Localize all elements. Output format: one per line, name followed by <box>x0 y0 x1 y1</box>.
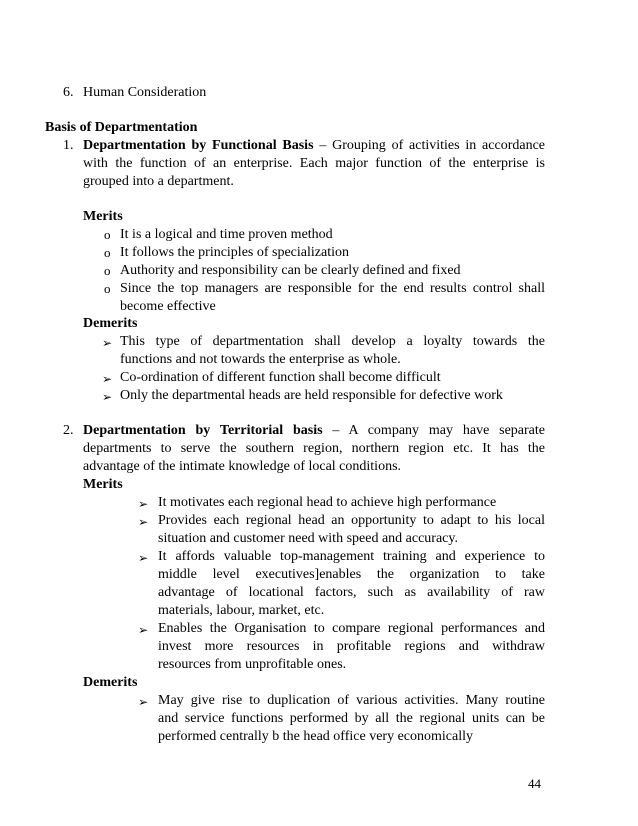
paragraph-line: departments to serve the southern region, northern region etc. It has the <box>83 441 545 456</box>
list-item-continuation: situation and customer need with speed and accuracy. <box>158 531 458 546</box>
list-item-continuation: and service functions performed by all the regional units can be <box>158 711 545 726</box>
list-item: Authority and responsibility can be clearly defined and fixed <box>120 263 461 278</box>
page-number: 44 <box>528 776 541 791</box>
list-item-continuation: advantage of locational factors, such as availability of raw <box>158 585 545 600</box>
demerits-label: Demerits <box>83 316 138 331</box>
paragraph-line <box>83 422 545 440</box>
list-item: It is a logical and time proven method <box>120 227 333 242</box>
list-item-continuation: resources from unprofitable ones. <box>158 657 347 672</box>
list-number: 2. <box>63 423 74 438</box>
arrow-bullet-icon: ➢ <box>102 372 113 386</box>
list-item: Co-ordination of different function shall become difficult <box>120 370 441 385</box>
arrow-bullet-icon: ➢ <box>102 336 113 350</box>
paragraph-line: advantage of the intimate knowledge of local conditions. <box>83 459 402 474</box>
arrow-bullet-icon: ➢ <box>138 551 149 565</box>
list-item-continuation: middle level executives]enables the organization to take <box>158 567 545 582</box>
list-item: Provides each regional head an opportunity to adapt to his local <box>158 513 545 528</box>
demerits-label: Demerits <box>83 675 138 690</box>
paragraph-line: with the function of an enterprise. Each major function of the enterprise is <box>83 156 545 171</box>
circle-bullet-icon: o <box>104 227 111 242</box>
paragraph-line <box>83 137 545 155</box>
list-item: Only the departmental heads are held responsible for defective work <box>120 388 503 403</box>
merits-label: Merits <box>83 477 123 492</box>
list-item-continuation: performed centrally b the head office very economically <box>158 729 473 744</box>
item-title: Departmentation by Territorial basis <box>83 423 323 438</box>
list-item: It motivates each regional head to achieve high performance <box>158 495 497 510</box>
circle-bullet-icon: o <box>104 245 111 260</box>
list-item: Since the top managers are responsible for the end results control shall <box>120 281 545 296</box>
list-item-continuation: materials, labour, market, etc. <box>158 603 325 618</box>
item-description: – A company may have separate <box>322 423 545 438</box>
arrow-bullet-icon: ➢ <box>138 515 149 529</box>
list-item: This type of departmentation shall develop a loyalty towards the <box>120 334 545 349</box>
list-item-text: Human Consideration <box>83 85 207 100</box>
circle-bullet-icon: o <box>104 263 111 278</box>
paragraph-line: grouped into a department. <box>83 174 234 189</box>
circle-bullet-icon: o <box>104 281 111 296</box>
list-item-continuation: become effective <box>120 299 216 314</box>
arrow-bullet-icon: ➢ <box>138 695 149 709</box>
section-heading: Basis of Departmentation <box>45 120 198 135</box>
arrow-bullet-icon: ➢ <box>138 497 149 511</box>
list-item: May give rise to duplication of various activities. Many routine <box>158 693 545 708</box>
item-title: Departmentation by Functional Basis <box>83 138 314 153</box>
list-item-continuation: functions and not towards the enterprise as whole. <box>120 352 401 367</box>
list-item: It follows the principles of specialization <box>120 245 349 260</box>
arrow-bullet-icon: ➢ <box>102 390 113 404</box>
list-number: 6. <box>63 85 74 100</box>
merits-label: Merits <box>83 209 123 224</box>
list-item: It affords valuable top-management training and experience to <box>158 549 545 564</box>
list-item: Enables the Organisation to compare regional performances and <box>158 621 545 636</box>
item-description: – Grouping of activities in accordance <box>313 138 545 153</box>
list-item-continuation: invest more resources in profitable regions and withdraw <box>158 639 545 654</box>
list-number: 1. <box>63 138 74 153</box>
arrow-bullet-icon: ➢ <box>138 623 149 637</box>
